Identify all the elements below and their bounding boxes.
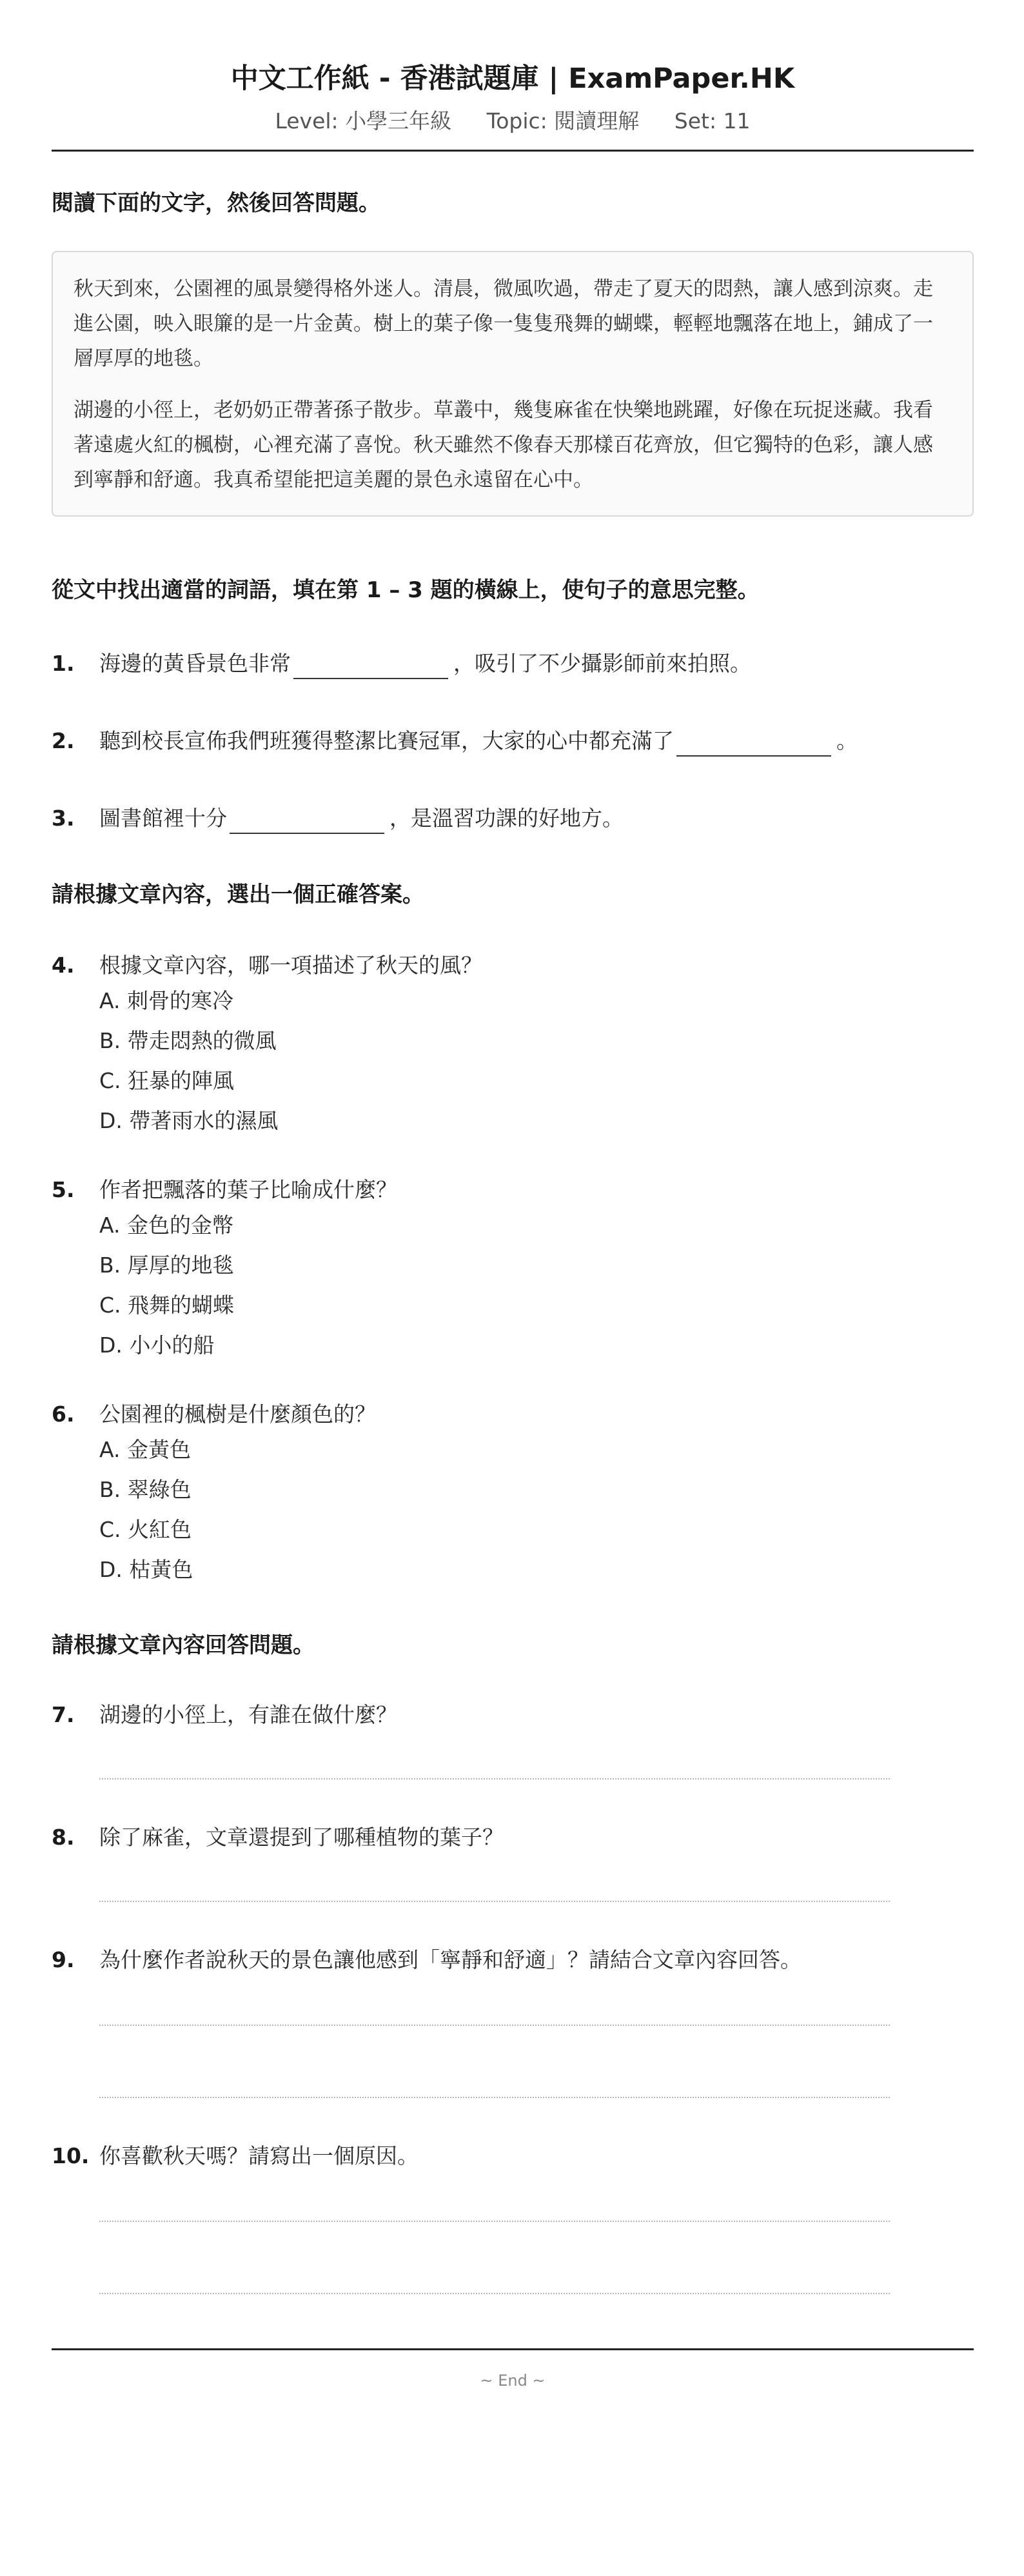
question-4 [52,950,974,1141]
option-a[interactable]: A. 金色的金幣 [99,1213,233,1238]
option-c[interactable]: C. 火紅色 [99,1517,192,1542]
answer-line[interactable] [99,2097,890,2098]
question-number: 2. [52,728,75,753]
answer-blank[interactable] [676,729,831,757]
worksheet-meta [52,107,974,135]
question-2 [52,726,974,757]
worksheet-page [52,0,974,2392]
question-number: 5. [52,1177,75,1202]
footer-divider [52,2348,974,2350]
question-text-before: 海邊的黃昏景色非常 [99,651,291,676]
question-text-before: 聽到校長宣佈我們班獲得整潔比賽冠軍，大家的心中都充滿了 [99,728,674,753]
option-list [99,1205,974,1365]
header-divider [52,150,974,152]
end-marker: ~ End ~ [480,2372,546,2390]
question-text: 作者把飄落的葉子比喻成什麼？ [99,1177,397,1202]
answer-blank[interactable] [293,652,448,679]
option-d[interactable]: D. 枯黃色 [99,1557,193,1582]
question-number: 6. [52,1402,75,1427]
question-5 [52,1174,974,1365]
option-d[interactable]: D. 帶著雨水的濕風 [99,1108,279,1133]
topic-label: Topic: 閱讀理解 [486,108,640,134]
question-text-after: 。 [836,728,858,753]
worksheet-title: 中文工作紙 - 香港試題庫 | ExamPaper.HK [230,63,795,95]
section3-instruction: 請根據文章內容，選出一個正確答案。 [52,882,424,907]
question-text: 根據文章內容，哪一項描述了秋天的風？ [99,953,482,978]
set-label: Set: 11 [674,108,751,134]
question-text: 為什麼作者說秋天的景色讓他感到「寧靜和舒適」？請結合文章內容回答。 [99,1947,802,1972]
question-text: 除了麻雀，文章還提到了哪種植物的葉子？ [99,1825,504,1850]
question-10 [52,2141,974,2294]
question-6 [52,1399,974,1590]
question-number: 4. [52,953,75,978]
worksheet-header [52,0,974,135]
question-text [99,803,624,834]
question-7 [52,1699,974,1779]
option-c[interactable]: C. 狂暴的陣風 [99,1068,235,1093]
answer-line[interactable] [99,1901,890,1902]
question-8 [52,1822,974,1902]
answer-line[interactable] [99,2293,890,2294]
option-b[interactable]: B. 翠綠色 [99,1477,192,1502]
option-d[interactable]: D. 小小的船 [99,1333,215,1358]
question-number: 1. [52,651,75,676]
question-text-after: ，吸引了不少攝影師前來拍照。 [453,651,751,676]
option-a[interactable]: A. 金黃色 [99,1437,191,1462]
option-b[interactable]: B. 厚厚的地毯 [99,1253,234,1278]
question-text: 公園裡的楓樹是什麼顏色的？ [99,1402,376,1427]
question-3 [52,803,974,834]
answer-line[interactable] [99,2221,890,2222]
passage-paragraph: 湖邊的小徑上，老奶奶正帶著孫子散步。草叢中，幾隻麻雀在快樂地跳躍，好像在玩捉迷藏。我看著遠處火紅的楓樹，心裡充滿了喜悅。秋天雖然不像春天那樣百花齊放，但它獨特的色彩，讓人感到寧靜和舒適。我真希望能把這美麗的景色永遠留在心中。 [74,399,933,491]
option-list [99,981,974,1141]
question-1 [52,648,974,679]
answer-line[interactable] [99,2025,890,2026]
question-9 [52,1945,974,2098]
section4-instruction: 請根據文章內容回答問題。 [52,1632,315,1658]
question-number: 9. [52,1947,75,1972]
section1-instruction: 閱讀下面的文字，然後回答問題。 [52,190,380,216]
question-text-before: 圖書館裡十分 [99,806,227,831]
option-b[interactable]: B. 帶走悶熱的微風 [99,1028,277,1053]
question-text-after: ，是溫習功課的好地方。 [389,806,624,831]
option-list [99,1430,974,1590]
question-number: 8. [52,1825,75,1850]
answer-blank[interactable] [230,807,384,834]
question-number: 7. [52,1702,75,1727]
option-c[interactable]: C. 飛舞的蝴蝶 [99,1293,235,1318]
question-number: 10. [52,2143,90,2168]
question-text: 你喜歡秋天嗎？請寫出一個原因。 [99,2143,418,2168]
answer-line[interactable] [99,1778,890,1779]
question-text [99,648,751,679]
question-text [99,726,858,757]
option-a[interactable]: A. 刺骨的寒冷 [99,988,233,1013]
passage-paragraph: 秋天到來，公園裡的風景變得格外迷人。清晨，微風吹過，帶走了夏天的悶熱，讓人感到涼爽。走進公園，映入眼簾的是一片金黃。樹上的葉子像一隻隻飛舞的蝴蝶，輕輕地飄落在地上，鋪成了一層厚厚的地毯。 [74,277,933,370]
reading-passage [52,251,974,517]
question-text: 湖邊的小徑上，有誰在做什麼？ [99,1702,397,1727]
question-number: 3. [52,806,75,831]
level-label: Level: 小學三年級 [275,108,452,134]
section2-instruction: 從文中找出適當的詞語，填在第 1 – 3 題的橫線上，使句子的意思完整。 [52,577,760,603]
